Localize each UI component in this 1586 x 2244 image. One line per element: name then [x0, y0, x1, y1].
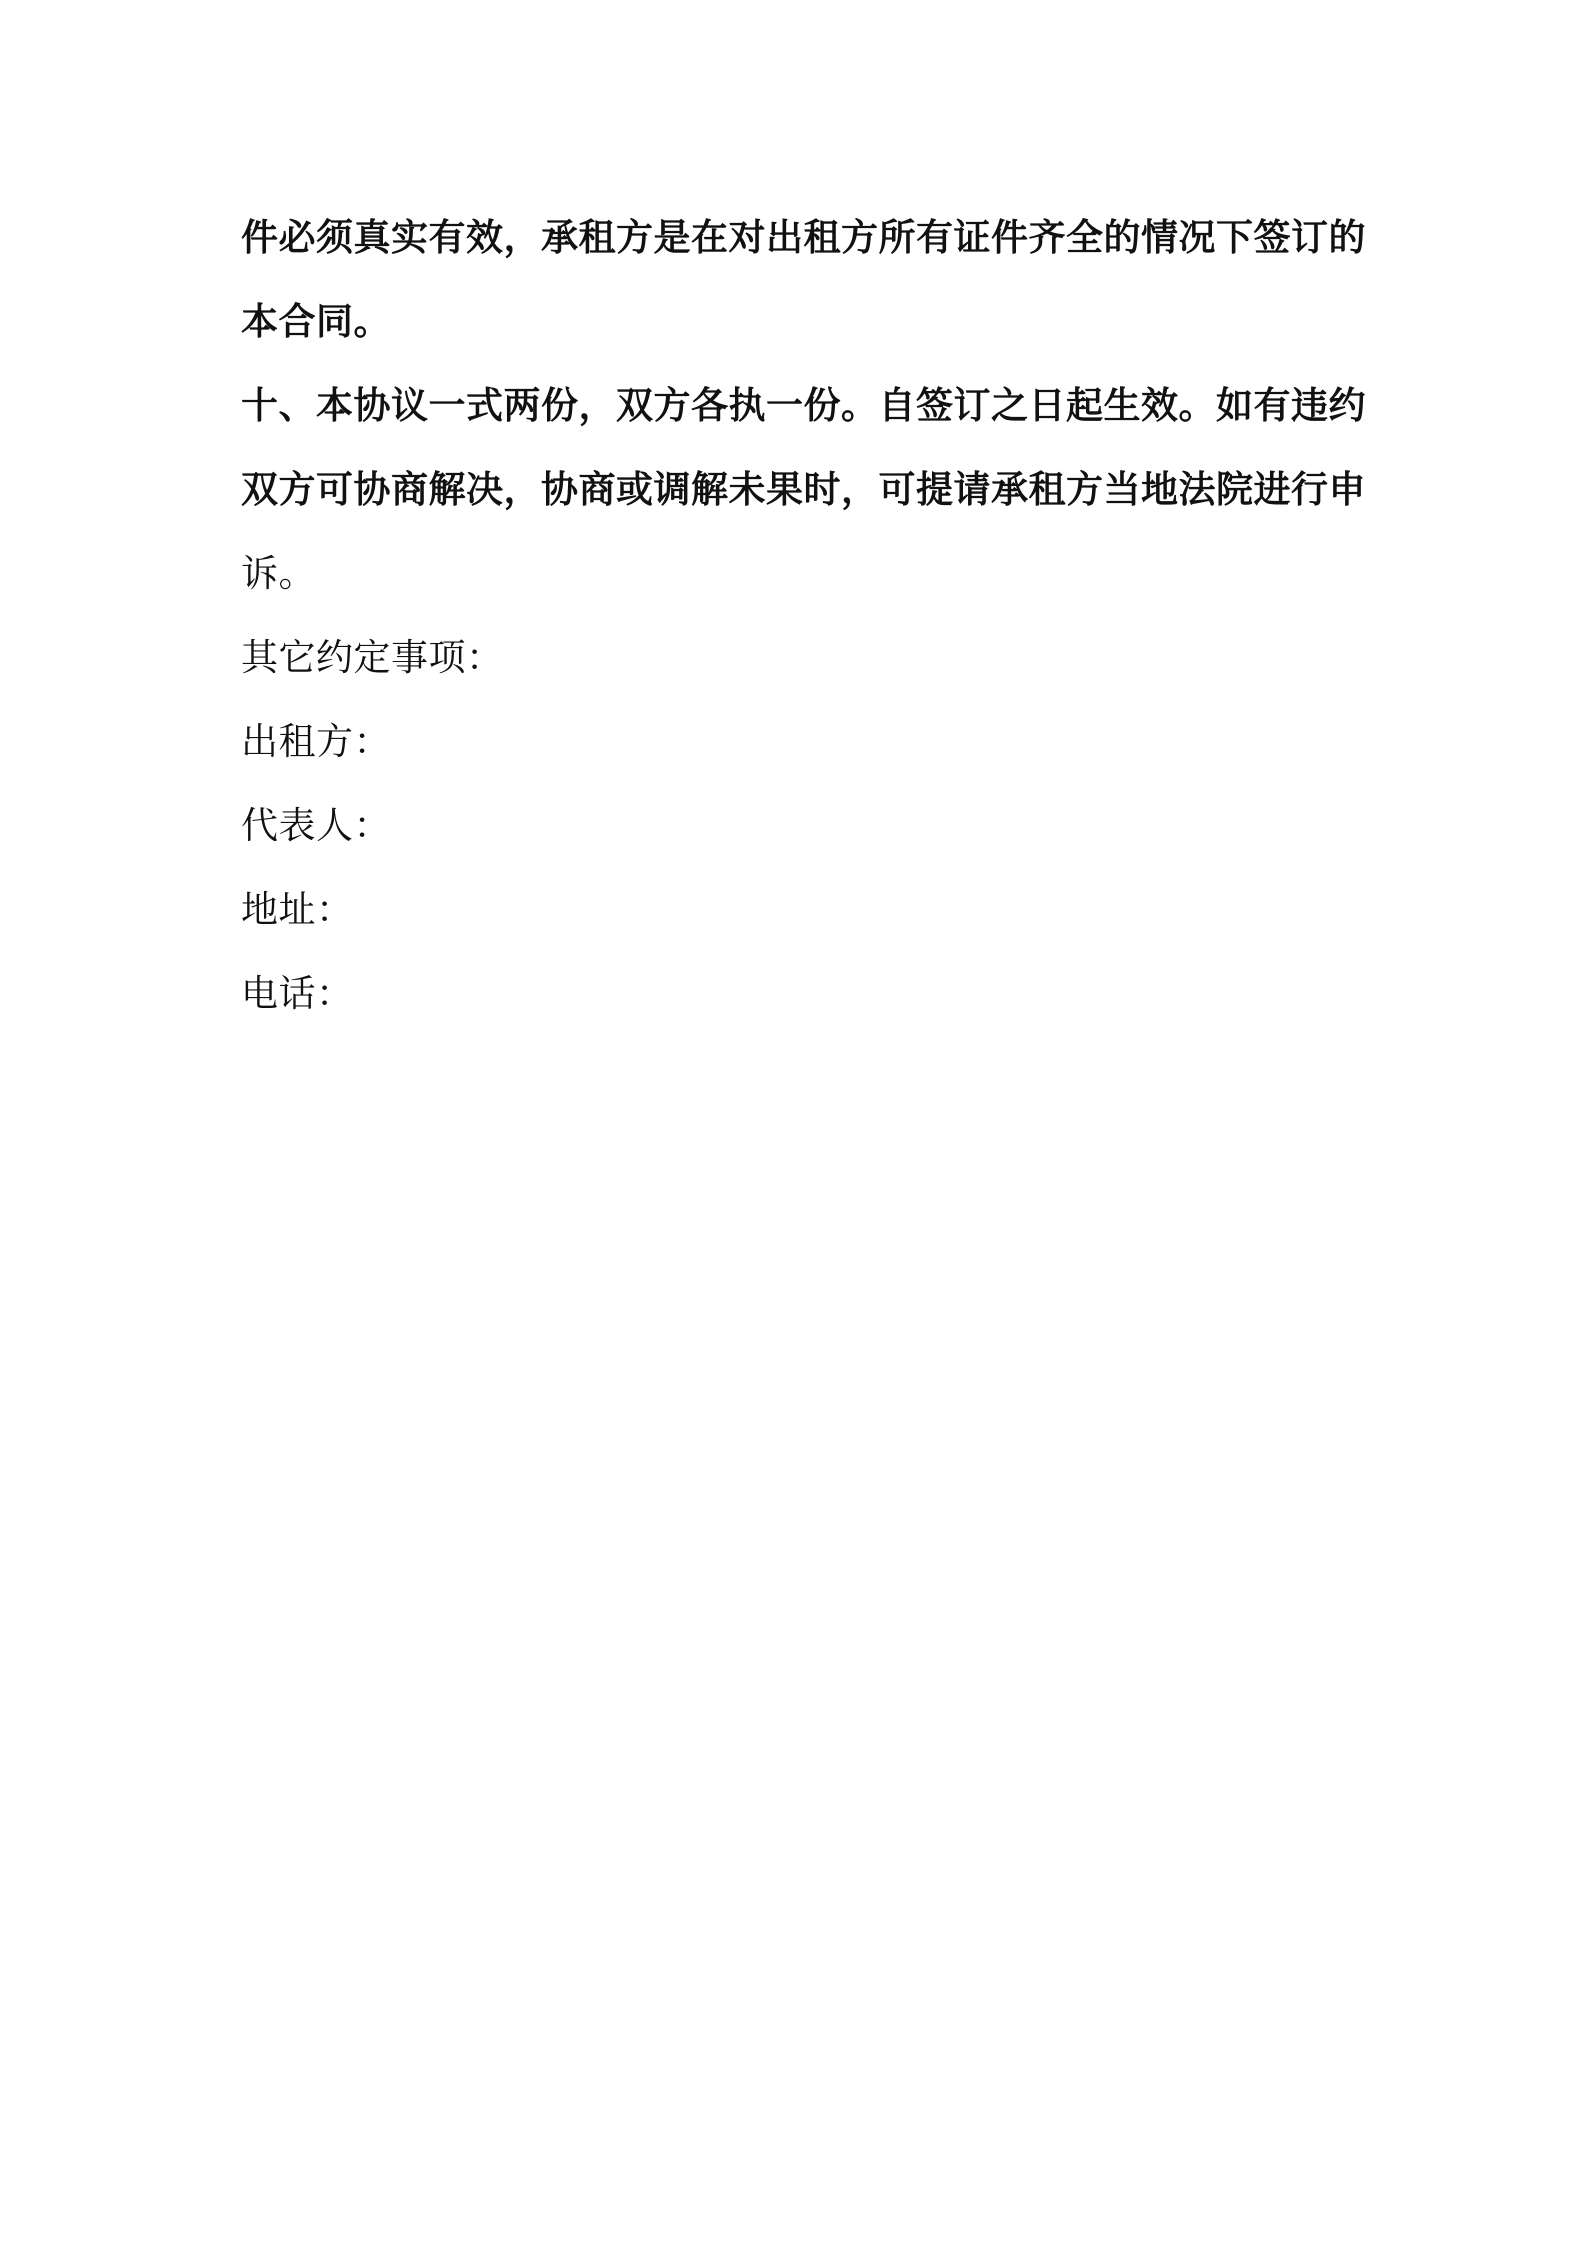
clause-ten-line: 诉。 — [241, 552, 316, 595]
address-label: 地址： — [241, 888, 354, 931]
clause-ten-line: 双方可协商解决，协商或调解未果时，可提请承租方当地法院进行申 — [241, 468, 1366, 511]
paragraph-line: 本合同。 — [241, 300, 391, 343]
paragraph-line: 件必须真实有效，承租方是在对出租方所有证件齐全的情况下签订的 — [241, 216, 1366, 259]
clause-ten-line: 十、本协议一式两份，双方各执一份。自签订之日起生效。如有违约 — [241, 384, 1366, 427]
representative-label: 代表人： — [241, 804, 391, 847]
other-terms-label: 其它约定事项： — [241, 636, 504, 679]
lessor-label: 出租方： — [241, 720, 391, 763]
document-body — [241, 196, 1366, 1036]
phone-label: 电话： — [241, 972, 354, 1015]
